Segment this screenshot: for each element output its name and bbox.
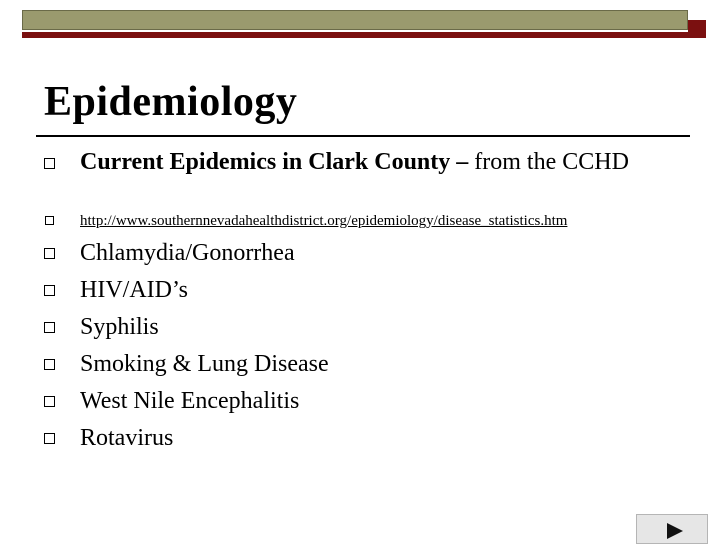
bullet-bold-text: Current Epidemics in Clark County –: [80, 149, 469, 175]
list-item: [80, 239, 680, 267]
bullet-link: [80, 211, 680, 231]
list-item-text: HIV/AID’s: [80, 277, 188, 303]
list-item: [80, 313, 680, 341]
square-bullet-icon: [44, 433, 55, 444]
square-bullet-icon: [44, 322, 55, 333]
list-item-text: Chlamydia/Gonorrhea: [80, 240, 295, 266]
list-item-text: Smoking & Lung Disease: [80, 351, 329, 377]
square-bullet-icon: [44, 248, 55, 259]
square-bullet-icon: [44, 359, 55, 370]
list-item-text: Syphilis: [80, 314, 159, 340]
list-item-text: West Nile Encephalitis: [80, 388, 300, 414]
square-bullet-icon: [45, 216, 54, 225]
bullet-normal-text: from the CCHD: [468, 149, 629, 175]
list-item-text: Rotavirus: [80, 425, 174, 451]
bullet-current-epidemics: [80, 148, 680, 176]
list-item: [80, 424, 680, 452]
square-bullet-icon: [44, 158, 55, 169]
play-arrow-icon: [667, 523, 683, 539]
list-item: [80, 276, 680, 304]
square-bullet-icon: [44, 285, 55, 296]
list-item: [80, 387, 680, 415]
slide-title: Epidemiology: [44, 79, 298, 125]
square-bullet-icon: [44, 396, 55, 407]
list-item: [80, 350, 680, 378]
district-statistics-link[interactable]: http://www.southernnevadahealthdistrict.org/epidemiology/disease_statistics.htm: [80, 213, 568, 229]
